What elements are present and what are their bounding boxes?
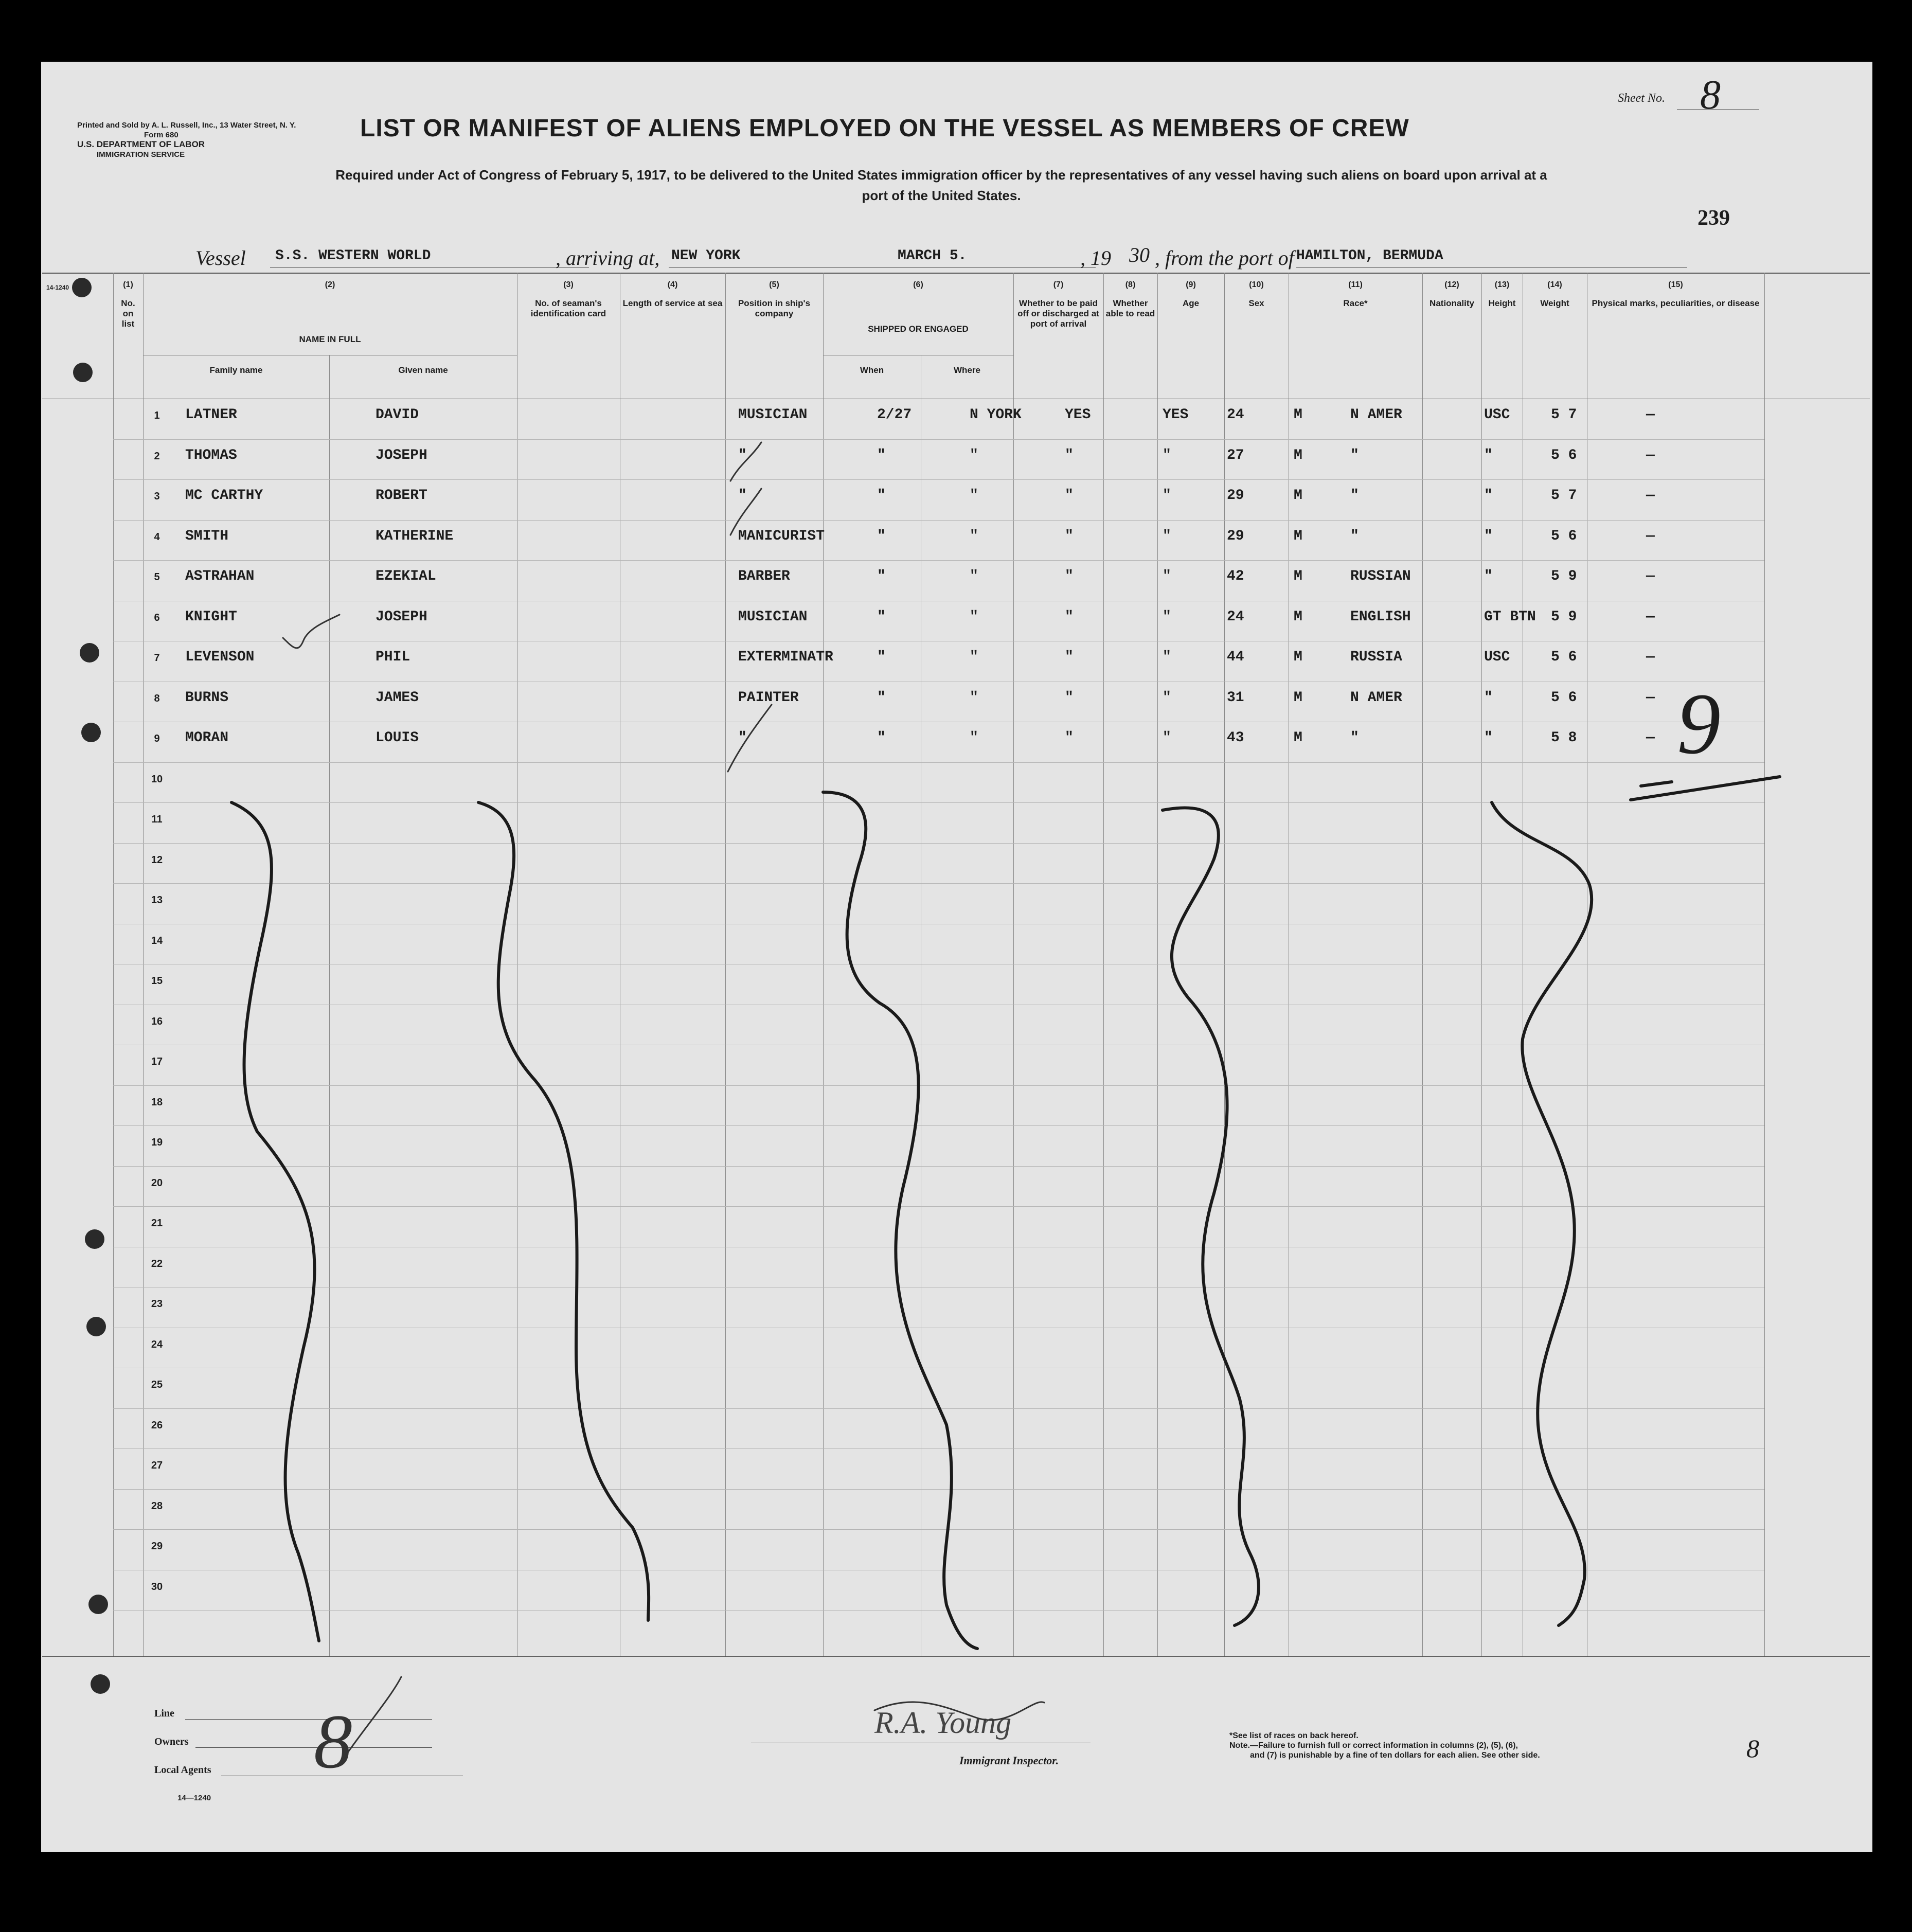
note-races: *See list of races on back hereof. [1229,1731,1359,1740]
cell-height: 5 7 [1551,488,1577,504]
row-number: 1 [154,410,160,421]
cell-sex: M [1294,649,1302,665]
column-heading: Race* [1343,298,1368,308]
cell-race: " [1350,730,1359,746]
service: IMMIGRATION SERVICE [97,150,185,159]
cell-paid: " [1065,689,1074,706]
column-heading: Sex [1248,298,1264,308]
row-number: 21 [151,1218,163,1229]
cell-height: 5 8 [1551,730,1577,746]
column-number: (3) [563,280,574,289]
manifest-sheet [41,62,1872,1852]
column-number: (1) [123,280,133,289]
cell-given: PHIL [376,649,410,665]
cell-paid: " [1065,730,1074,746]
cell-given: LOUIS [376,730,419,746]
cell-position: PAINTER [738,689,799,706]
column-heading: Physical marks, peculiarities, or disease [1592,298,1760,308]
cell-when: " [877,528,886,544]
sheet-label: Sheet No. [1618,92,1665,105]
row-number: 9 [154,733,160,744]
row-number: 14 [151,935,163,946]
column-number: (4) [667,280,678,289]
cell-nationality: " [1484,488,1493,504]
handwritten-total: 9 [1677,675,1721,772]
cell-where: N YORK [970,407,1022,423]
cell-sex: M [1294,730,1302,746]
subtitle-line-2: port of the United States. [862,188,1021,203]
vessel-label: Vessel [195,246,246,270]
cell-nationality: USC [1484,407,1510,423]
cell-given: KATHERINE [376,528,454,544]
cell-nationality: " [1484,568,1493,584]
inspector-signature: R.A. Young [874,1706,1012,1740]
column-heading: SHIPPED OR ENGAGED [868,324,969,334]
cell-marks: — [1646,730,1655,746]
row-number: 22 [151,1258,163,1269]
line-label: Line [154,1708,174,1719]
cell-family: KNIGHT [185,609,237,625]
cell-sex: M [1294,488,1302,504]
row-number: 26 [151,1419,163,1431]
column-heading: Nationality [1429,298,1474,308]
cell-read: " [1163,447,1171,463]
form-code-top: 14-1240 [46,284,69,291]
column-heading: No. of seaman's identification card [530,298,606,318]
cell-age: 42 [1227,568,1244,584]
cell-when: 2/27 [877,407,912,423]
column-number: (7) [1053,280,1064,289]
cell-where: " [970,730,978,746]
department: U.S. DEPARTMENT OF LABOR [77,139,205,149]
row-number: 6 [154,612,160,623]
row-number: 23 [151,1298,163,1310]
cell-position: " [738,730,747,746]
squiggle-mark [823,792,977,1649]
column-heading: Age [1182,298,1200,308]
total-underline [1631,777,1780,800]
cell-sex: M [1294,689,1302,706]
sub-column-heading: Where [954,365,980,375]
cell-nationality: " [1484,689,1493,706]
cell-marks: — [1646,649,1655,665]
row-number: 24 [151,1338,163,1350]
cell-given: DAVID [376,407,419,423]
arriving-label: , arriving at, [556,246,660,270]
column-number: (10) [1249,280,1264,289]
row-number: 18 [151,1096,163,1108]
form-code-bottom: 14—1240 [177,1794,211,1802]
cell-when: " [877,689,886,706]
cell-height: 5 9 [1551,568,1577,584]
cell-when: " [877,447,886,463]
subtitle-line-1: Required under Act of Congress of February 5, 1917, to be delivered to the United States immigration officer by the representatives of any vessel having such aliens on board upon arrival at a [335,167,1547,183]
hand-drawn-marks [41,62,1872,1852]
cell-paid: " [1065,528,1074,544]
column-number: (5) [769,280,779,289]
cell-read: " [1163,689,1171,706]
cell-family: ASTRAHAN [185,568,255,584]
row-number: 20 [151,1177,163,1189]
column-heading: Whether to be paid off or discharged at port of arrival [1017,298,1099,329]
row-number: 7 [154,652,160,664]
squiggle-mark [231,802,319,1641]
arrival-date: MARCH 5. [898,248,967,264]
cell-where: " [970,689,978,706]
cell-read: " [1163,568,1171,584]
cell-race: " [1350,488,1359,504]
cell-marks: — [1646,689,1655,706]
year-prefix: , 19 [1080,246,1111,270]
row-number: 13 [151,895,163,906]
tick-mark [730,442,761,481]
row-number: 16 [151,1015,163,1027]
cell-nationality: " [1484,730,1493,746]
column-number: (8) [1125,280,1136,289]
row-number: 3 [154,491,160,502]
cell-age: 29 [1227,528,1244,544]
row-number: 19 [151,1137,163,1148]
cell-sex: M [1294,568,1302,584]
cell-position: MUSICIAN [738,407,808,423]
page-title: LIST OR MANIFEST OF ALIENS EMPLOYED ON THE VESSEL AS MEMBERS OF CREW [360,115,1409,142]
row-number: 2 [154,450,160,462]
note-line-3: and (7) is punishable by a fine of ten dollars for each alien. See other side. [1250,1751,1540,1760]
cell-family: MORAN [185,730,229,746]
row-number: 27 [151,1460,163,1471]
cell-family: MC CARTHY [185,488,263,504]
cell-position: MUSICIAN [738,609,808,625]
from-label: , from the port of [1155,246,1294,270]
cell-given: JOSEPH [376,609,427,625]
cell-when: " [877,649,886,665]
cell-where: " [970,528,978,544]
note-line-2: Note.—Failure to furnish full or correct information in columns (2), (5), (6), [1229,1741,1518,1750]
cell-read: " [1163,528,1171,544]
cell-race: " [1350,528,1359,544]
column-heading: Height [1488,298,1516,308]
vessel-name: S.S. WESTERN WORLD [275,248,431,264]
cell-race: RUSSIAN [1350,568,1411,584]
margin-mark-right: 8 [1746,1734,1759,1763]
cell-where: " [970,568,978,584]
cell-marks: — [1646,609,1655,625]
cell-position: EXTERMINATR [738,649,833,665]
column-heading: Weight [1540,298,1569,308]
row-number: 4 [154,531,160,543]
cell-sex: M [1294,528,1302,544]
cell-where: " [970,609,978,625]
cell-marks: — [1646,407,1655,423]
cell-age: 27 [1227,447,1244,463]
cell-height: 5 6 [1551,649,1577,665]
cell-age: 44 [1227,649,1244,665]
row-number: 12 [151,854,163,866]
row-number: 29 [151,1541,163,1552]
cell-read: " [1163,609,1171,625]
column-number: (11) [1348,280,1363,289]
row-number: 17 [151,1056,163,1067]
row-number: 15 [151,975,163,987]
owners-label: Owners [154,1736,189,1747]
cell-read: " [1163,730,1171,746]
cell-when: " [877,609,886,625]
cell-race: " [1350,447,1359,463]
total-underline [1641,782,1672,786]
column-number: (15) [1668,280,1683,289]
tick-mark [730,489,761,535]
from-port: HAMILTON, BERMUDA [1296,248,1443,264]
row-number: 5 [154,571,160,583]
row-number: 11 [151,814,163,825]
cell-height: 5 9 [1551,609,1577,625]
cell-height: 5 6 [1551,528,1577,544]
cell-family: LEVENSON [185,649,255,665]
cell-family: SMITH [185,528,229,544]
cell-where: " [970,447,978,463]
cell-race: N AMER [1350,689,1402,706]
cell-family: LATNER [185,407,237,423]
cell-paid: " [1065,649,1074,665]
cell-paid: YES [1065,407,1091,423]
cell-marks: — [1646,568,1655,584]
margin-mark-left: 8 [314,1699,352,1784]
local-agents-label: Local Agents [154,1764,211,1776]
column-number: (13) [1494,280,1510,289]
margin-slash [339,1677,401,1764]
row-number: 30 [151,1581,163,1593]
cell-read: " [1163,488,1171,504]
column-number: (2) [325,280,335,289]
cell-when: " [877,488,886,504]
cell-marks: — [1646,528,1655,544]
inspector-flourish [874,1702,1044,1720]
squiggle-mark [478,802,649,1620]
squiggle-mark [1492,802,1592,1625]
page-number: 239 [1697,206,1730,230]
cell-given: JAMES [376,689,419,706]
form-number: Form 680 [144,131,178,139]
cell-position: " [738,447,747,463]
column-number: (12) [1444,280,1459,289]
cell-nationality: " [1484,528,1493,544]
column-heading: Whether able to read [1105,298,1155,318]
cell-height: 5 6 [1551,447,1577,463]
cell-paid: " [1065,609,1074,625]
tick-mark [728,705,772,772]
cell-given: ROBERT [376,488,427,504]
cell-paid: " [1065,447,1074,463]
printer-line: Printed and Sold by A. L. Russell, Inc., 13 Water Street, N. Y. [77,121,296,130]
squiggle-mark [1163,808,1259,1625]
column-number: (6) [913,280,923,289]
cell-nationality: GT BTN [1484,609,1536,625]
column-heading: NAME IN FULL [299,334,361,344]
row-number: 10 [151,773,163,785]
cell-race: N AMER [1350,407,1402,423]
arriving-port: NEW YORK [671,248,741,264]
cell-position: BARBER [738,568,790,584]
row-number: 25 [151,1379,163,1390]
cell-nationality: USC [1484,649,1510,665]
cell-age: 29 [1227,488,1244,504]
cell-nationality: " [1484,447,1493,463]
sub-column-heading: Family name [209,365,263,375]
cell-age: 24 [1227,609,1244,625]
cell-family: THOMAS [185,447,237,463]
tick-mark [283,615,339,648]
sheet-number: 8 [1700,73,1721,118]
column-heading: Length of service at sea [622,298,723,308]
sub-column-heading: Given name [398,365,448,375]
cell-age: 43 [1227,730,1244,746]
cell-sex: M [1294,407,1302,423]
cell-marks: — [1646,488,1655,504]
cell-where: " [970,488,978,504]
cell-marks: — [1646,447,1655,463]
cell-read: " [1163,649,1171,665]
cell-race: ENGLISH [1350,609,1411,625]
cell-position: MANICURIST [738,528,825,544]
cell-family: BURNS [185,689,229,706]
cell-read: YES [1163,407,1189,423]
cell-when: " [877,730,886,746]
column-heading: Position in ship's company [738,298,811,318]
column-heading: No. on list [121,298,135,329]
cell-paid: " [1065,488,1074,504]
cell-height: 5 6 [1551,689,1577,706]
cell-race: RUSSIA [1350,649,1402,665]
cell-age: 31 [1227,689,1244,706]
column-number: (14) [1547,280,1562,289]
cell-height: 5 7 [1551,407,1577,423]
cell-age: 24 [1227,407,1244,423]
cell-given: JOSEPH [376,447,427,463]
cell-sex: M [1294,447,1302,463]
row-number: 8 [154,692,160,704]
column-number: (9) [1186,280,1196,289]
cell-position: " [738,488,747,504]
row-number: 28 [151,1500,163,1512]
year-value: 30 [1129,243,1150,266]
sub-column-heading: When [860,365,884,375]
cell-where: " [970,649,978,665]
cell-given: EZEKIAL [376,568,436,584]
cell-sex: M [1294,609,1302,625]
cell-paid: " [1065,568,1074,584]
cell-when: " [877,568,886,584]
inspector-label: Immigrant Inspector. [959,1754,1059,1767]
